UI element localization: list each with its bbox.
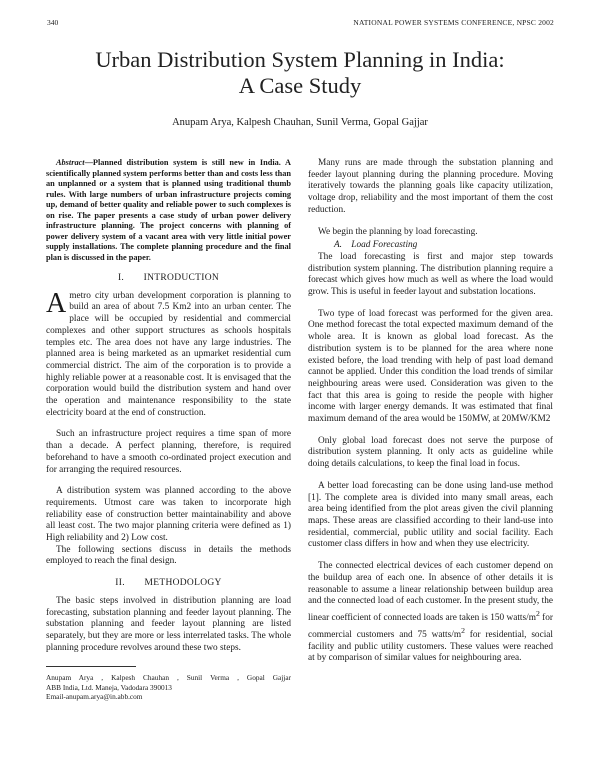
paper-title [0,47,600,99]
load-paragraph-5-a: The connected electrical devices of each customer depend on the buildup area of each one. In absence of other details it is reasonable to assume a linear relationship between buildup area and the connected load of each customer. In the present study, the linear coefficient of connected loads are taken is 150 watts/m [308,561,553,623]
abstract-text: —Planned distribution system is still new in India. A scientifically planned system performs better than and costs less than an unplanned or a system that is planned using traditional thumb rules. With large numbers of urban infrastructure projects coming up, demand of better quality and reliable power to such complexes is on rise. The paper presents a case study of urban power delivery infrastructure planning. The project concerns with planning of power delivery system of a vacant area with very little initial power supply installations. The complete planning procedure and the final plan is discussed in the paper. [46,158,291,262]
intro-paragraph-1-text: metro city urban development corporation is planning to build an area of about 7.5 Km2 into an urban center. The place will be occupied by residential and commercial complexes and other support structures as schools hospitals temples etc. The area does not have any large industries. The planned area is being marketed as an upmarket residential cum commercial district. The aim of the corporation is to provide a highly reliable power at a reasonable cost. It is envisaged that the corporation would build the distribution system and hand over the operation and maintenance responsibility to the state electricity board at the end of construction. [46,290,291,418]
intro-paragraph-1 [46,287,291,420]
left-column [46,158,291,701]
footnote-authors: Anupam Arya , Kalpesh Chauhan , Sunil Verma , Gopal Gajjar [46,673,291,683]
footnote-divider [46,666,136,667]
superscript-2: 2 [461,625,465,635]
right-paragraph-1: Many runs are made through the substation planning and feeder layout planning during the planning procedure. Moving iteratively towards the planning goals like capacity utilization, voltage drop, reliability and the most important of them the cost reduction. [308,158,553,215]
load-paragraph-5-b: for commercial customers and 75 watts/m [308,613,553,640]
footnote-email: Email-anupam.arya@in.abb.com [46,691,143,701]
conference-header: NATIONAL POWER SYSTEMS CONFERENCE, NPSC 2002 [353,18,554,27]
intro-paragraph-3: A distribution system was planned according to the above requirements. Utmost care was taken to incorporate high reliability ease of construction better maintainability and above all least cost. The two major planning criteria were defined as 1) High reliability and 2) Low cost. [46,486,291,544]
load-paragraph-3: Only global load forecast does not serve the purpose of distribution system planning. It only acts as guideline while doing details calculations, to keep the final load in focus. [308,435,553,470]
method-paragraph-1: The basic steps involved in distribution planning are load forecasting, substation planning and feeder layout planning. The substation planning and feeder layout planning are listed separately, but they are more or less interrelated tasks. The whole planning procedure revolves around these two steps. [46,595,291,653]
load-paragraph-2: Two type of load forecast was performed for the given area. One method forecast the total expected maximum demand of the whole area. It is known as global load forecast. As the distribution system is to be planned for the area where none existed before, the load trending with help of past load demand cannot be applied. Under this condition the load trends of similar neighbouring areas were used. Consideration was given to the fact that this area is going to reside the people with higher income with larger energy demands. It was estimated that final maximum demand of the area would be 150MW, at 20MW/KM2 [308,308,553,425]
load-paragraph-5 [308,561,553,665]
author-list: Anupam Arya, Kalpesh Chauhan, Sunil Verma, Gopal Gajjar [172,117,428,128]
right-column [308,158,553,665]
title-line-2: A Case Study [238,73,362,98]
load-paragraph-1: The load forecasting is first and major step towards distribution system planning. The distribution planning require a forecast which gives how much as well as where the load would grow. This is useful in feeder layout and substation locations. [308,251,553,298]
superscript-1: 2 [535,608,540,618]
page-number: 340 [47,18,59,27]
abstract-label: Abstract [56,158,85,167]
abstract [46,158,291,263]
right-paragraph-2: We begin the planning by load forecasting. [318,226,478,237]
intro-paragraph-2: Such an infrastructure project requires a time span of more than a decade. A perfect planning, therefore, is required beforehand to have a smooth co-ordinated project execution and for arranging the required resources. [46,429,291,475]
load-paragraph-5-c: for residential, social facility and public utility customers. These values were reached at by comparison of similar values for neighbouring area. [308,629,554,664]
footnote-affiliation: ABB India, Ltd. Maneja, Vadodara 390013 [46,682,172,692]
title-line-1: Urban Distribution System Planning in India: [95,47,505,72]
load-paragraph-4: A better load forecasting can be done using land-use method [1]. The complete area is divided into many small areas, each area being identified from the plot areas given the civil planning maps. These areas are classified according to their land-use into residential, commercial, public utility and social facility. Each customer class differs in how and when they use electricity. [308,480,553,550]
drop-cap: A [46,287,67,319]
section-heading-methodology: II. METHODOLOGY [115,578,222,589]
intro-paragraph-4: The following sections discuss in details the methods employed to reach the final design. [46,544,291,567]
subsection-heading-load-forecasting: A. Load Forecasting [334,240,418,251]
section-heading-introduction: I. INTRODUCTION [117,273,220,283]
author-footnote [46,673,291,701]
